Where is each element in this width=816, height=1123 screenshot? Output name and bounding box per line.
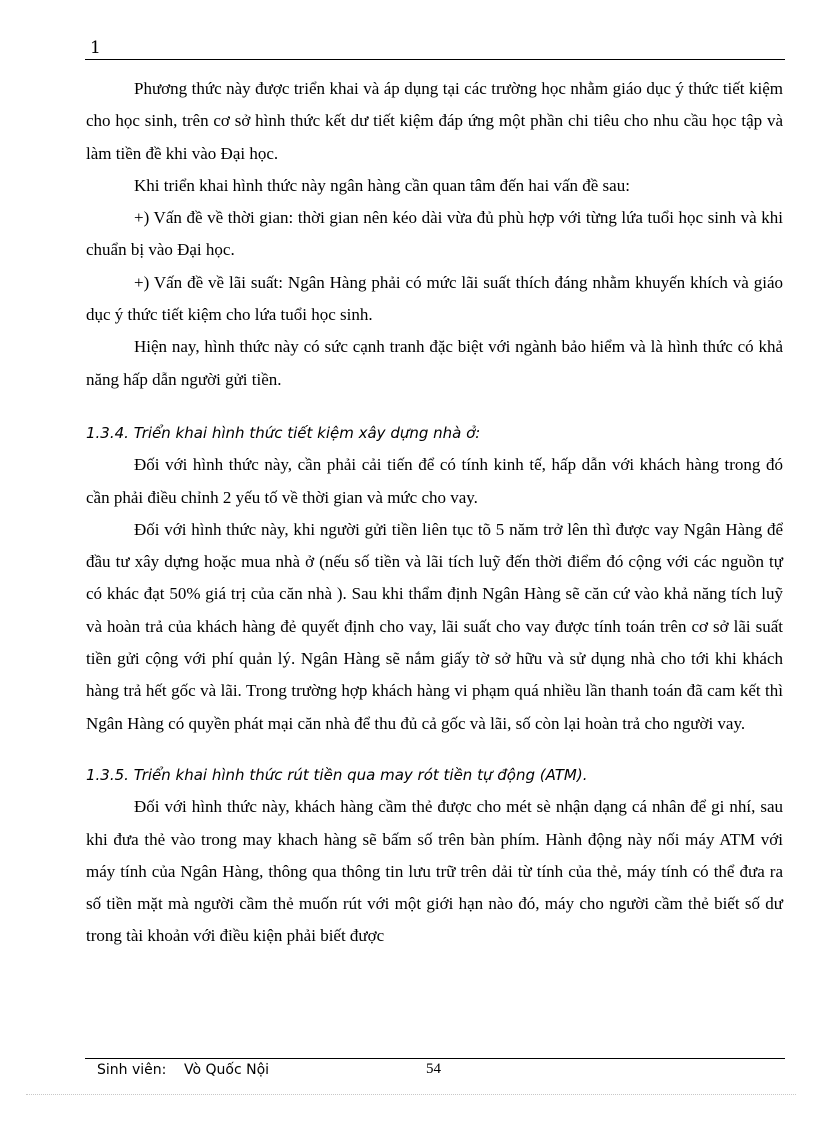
paragraph: +) Vấn đề về lãi suất: Ngân Hàng phải có mức lãi suất thích đáng nhằm khuyến khích và giáo dục ý thức tiết kiệm cho lứa tuổi học sinh.	[86, 272, 783, 325]
spacer	[86, 396, 783, 417]
paragraph: Đối với hình thức này, khách hàng cầm thẻ được cho mét sè nhận dạng cá nhân để gi nhí, sau khi đưa thẻ vào trong may khach hàng sẽ bấm số trên bàn phím. Hành động này nối máy ATM với máy tính của Ngân Hàng, thông qua thông tin lưu trữ trên dải từ tính của thẻ, máy tính có thể đưa ra số tiền mặt mà người cầm thẻ muốn rút với một giới hạn nào đó, máy cho người cầm thẻ biết số dư trong tài khoản với điều kiện phải biết được	[86, 797, 783, 946]
spacer	[86, 740, 783, 759]
footer-page-number: 54	[426, 1061, 441, 1077]
footer-student-label: Sinh viên:	[97, 1062, 167, 1078]
section-heading-1-3-5: 1.3.5. Triển khai hình thức rút tiền qua may rót tiền tự động (ATM).	[86, 765, 588, 784]
paragraph: +) Vấn đề về thời gian: thời gian nên kéo dài vừa đủ phù hợp với từng lứa tuổi học sinh và khi chuẩn bị vào Đại học.	[86, 208, 783, 260]
footer-student-name: Vò Quốc Nội	[184, 1062, 270, 1078]
header-number: 1	[90, 38, 101, 58]
footer-rule	[85, 1058, 785, 1059]
section-heading-1-3-4: 1.3.4. Triển khai hình thức tiết kiệm xây dựng nhà ở:	[86, 423, 481, 442]
page-bottom-dotted-line	[26, 1094, 796, 1095]
paragraph: Đối với hình thức này, khi người gửi tiền liên tục tõ 5 năm trở lên thì được vay Ngân Hàng để đầu tư xây dựng hoặc mua nhà ở (nếu số tiền và lãi tích luỹ đến thời điểm đó cộng với các nguồn tự có khác đạt 50% giá trị của căn nhà ). Sau khi thẩm định Ngân Hàng sẽ căn cứ vào khả năng tích luỹ và hoàn trả của khách hàng đẻ quyết định cho vay, lãi suất cho vay được tính toán trên cơ sở lãi suất tiền gửi cộng với phí quản lý. Ngân Hàng sẽ nắm giấy tờ sở hữu và sử dụng nhà cho tới khi khách hàng trả hết gốc và lãi. Trong trường hợp khách hàng vi phạm quá nhiều lần thanh toán đã cam kết thì Ngân Hàng có quyền phát mại căn nhà để thu đủ cả gốc và lãi, số còn lại hoàn trả cho người vay.	[86, 519, 783, 733]
paragraph: Đối với hình thức này, cần phải cải tiến để có tính kinh tế, hấp dẫn với khách hàng trong đó cần phải điều chỉnh 2 yếu tố về thời gian và mức cho vay.	[86, 455, 783, 507]
document-body	[86, 73, 783, 953]
header-rule	[85, 59, 785, 60]
paragraph: Khi triển khai hình thức này ngân hàng cần quan tâm đến hai vấn đề sau:	[134, 175, 630, 195]
paragraph: Hiện nay, hình thức này có sức cạnh tranh đặc biệt với ngành bảo hiểm và là hình thức có khả năng hấp dẫn người gửi tiền.	[86, 337, 783, 389]
paragraph: Phương thức này được triển khai và áp dụng tại các trường học nhằm giáo dục ý thức tiết kiệm cho học sinh, trên cơ sở hình thức kết dư tiết kiệm đáp ứng một phần chi tiêu cho nhu cầu học tập và làm tiền đề khi vào Đại học.	[86, 79, 783, 163]
